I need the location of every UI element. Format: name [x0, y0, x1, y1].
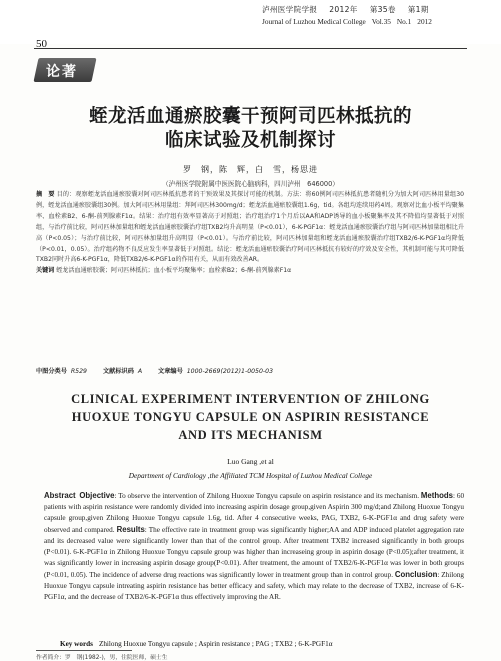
section-badge: 论著: [46, 64, 78, 80]
title-cn-line2: 临床试验及机制探讨: [164, 130, 336, 151]
title-en-line3: AND ITS MECHANISM: [178, 428, 323, 442]
clc-label: 中图分类号: [36, 368, 67, 375]
header-rule: [34, 48, 467, 49]
abstract-en: Abstract Objective: To observe the intervention of Zhilong Huoxue Tongyu capsule on aspirin resistance and its mechanism. Methods: 60 patients with aspirin resistance were randomly divided into increasing aspirin dosage group,given Aspirin 300 mg/d;and Zhilong Huoxue Tongyu capsule group,given Zhilong Huoxue Tongyu capsule 1.6g, tid. After 4 consecutive weeks, PAG, TXB2, 6-K-PGF1α and drug safety were observed and compared. Results: The effective rate in treatment group was significantly higher;AA and ADP induced platelet aggregation rate and its decreased value were significantly lower than that of the control group. After treatment TXB2 increased significantly in both groups (P<0.01). 6-K-PGF1α in Zhilong Huoxue Tongyu capsule group was higher than increaseing group in aspirin dosage (P<0.05);after treatment, it was significantly lower in increasing aspirin dosage group(P<0.01). After treatment, the amount of TXB2/6-K-PGF1α was lower in both groups (P<0.01, 0.05). The incidence of adverse drug reactions was significantly lower in treatment group than in control group. Conclusion: Zhilong Huoxue Tongyu capsule intreating aspirin resistance has better efficacy and safety, which may relate to the decrease of TXB2, increase of 6-K-PGF1α, and the decrease of TXB2/6-K-PGF1α thus effectively improving the AR.: [44, 491, 465, 602]
title-cn-line1: 蛭龙活血通瘀胶囊干预阿司匹林抵抗的: [88, 106, 412, 127]
issue-en: No.1: [396, 17, 412, 26]
affiliation-cn: （泸州医学院附属中医医院心脑病科，四川泸州 646000）: [162, 180, 339, 188]
footnote: 作者简介：罗 钢(1982-)，男，住院医师，硕士生: [36, 655, 168, 661]
keywords-cn-label: 关键词: [36, 267, 55, 275]
authors-cn: 罗 钢，陈 辉，白 雪，杨思进: [183, 165, 318, 174]
page-number: 50: [36, 38, 47, 50]
year-en: 2012: [417, 17, 432, 26]
footnote-rule: [36, 650, 132, 651]
classification-line: [36, 366, 287, 375]
year-cn: 2012年: [329, 5, 358, 14]
abstract-cn: [36, 190, 464, 277]
objective-label: Objective: [79, 491, 115, 500]
conclusion-text: Zhilong Huoxue Tongyu capsule intreating aspirin resistance has better efficacy and safety, which may relate to the decrease of TXB2, increase of 6-K-PGF1α, and the decrease of TXB2/6-K-PGF1α thus effectively improving the AR.: [44, 571, 465, 602]
header-band: [0, 0, 501, 44]
journal-header-en: [262, 17, 438, 26]
article-no-label: 文章编号: [158, 368, 183, 375]
results-text: The effective rate in treatment group was significantly higher;AA and ADP induced platelet aggregation rate and its decreased value were significantly lower than that of the control group. After treatment TXB2 increased significantly in both groups (P<0.01). 6-K-PGF1α in Zhilong Huoxue Tongyu capsule group was higher than increaseing group in aspirin dosage (P<0.05);after treatment, it was significantly lower in increasing aspirin dosage group(P<0.01). After treatment, the amount of TXB2/6-K-PGF1α was lower in both groups (P<0.01, 0.05). The incidence of adverse drug reactions was significantly lower in treatment group than in control group.: [44, 526, 465, 580]
journal-name-cn: 泸州医学院学报: [262, 5, 318, 14]
volume-en: Vol.35: [371, 17, 391, 26]
abstract-cn-body: 目的：观察蛭龙活血通瘀胶囊对阿司匹林抵抗患者的干预效果及其探讨可能的机制。方法：将60例阿司匹林抵抗患者随机分为加大阿司匹林用量组30例，蛭龙活血通瘀胶囊组30例。加大阿司匹林用量组：拜阿司匹林300mg/d；蛭龙活血通瘀胶囊组1.6g，tid。各组均连续用药4周。观察对比血小板平均聚集率、血栓素B2、6-酮-前列腺素F1α。结果：治疗组有效率显著高于对照组；治疗组治疗1个月后以AA和ADP诱导的血小板聚集率及其不降值均显著低于对照组，与治疗前比较，阿司匹林加量组和蛭龙活血通瘀胶囊治疗组TXB2均升高明显（P<0.01），6-K-PGF1α：蛭龙活血通瘀胶囊治疗组与阿司匹林加量组相比升高（P<0.05）；与治疗前比较，阿司匹林加量组升高明显（P<0.01）。与治疗前比较，阿司匹林加量组和蛭龙活血通瘀胶囊治疗组TXB2/6-K-PGF1α均降低（P<0.01，0.05）。治疗组药物不良反应发生率显著低于对照组。结论：蛭龙活血通瘀胶囊治疗阿司匹林抵抗有较好的疗效及安全性，其机制可能与其可降低TXB2同时升高6-K-PGF1α，降低TXB2/6-K-PGF1α的作用有关，从而有效改善AR。: [36, 191, 464, 264]
issue-cn: 第1期: [407, 5, 429, 14]
abstract-en-label: Abstract: [44, 491, 76, 500]
doc-code-label: 文献标识码: [102, 368, 134, 375]
title-en-line2: HUOXUE TONGYU CAPSULE ON ASPIRIN RESISTANCE: [71, 410, 430, 424]
keywords-cn-body: 蛭龙活血通瘀胶囊；阿司匹林抵抗；血小板平均聚集率；血栓素B2；6-酮-前列腺素F1α: [56, 267, 292, 275]
authors-en: Luo Gang ,et al: [227, 457, 274, 466]
keywords-en: [60, 640, 332, 648]
volume-cn: 第35卷: [369, 5, 396, 14]
abstract-cn-label: 摘 要: [36, 191, 55, 198]
title-en-line1: CLINICAL EXPERIMENT INTERVENTION OF ZHILONG: [71, 392, 430, 406]
results-label: Results: [116, 525, 145, 535]
affiliation-en: Department of Cardiology ,the Affiliated TCM Hospital of Luzhou Medical College: [128, 471, 373, 480]
journal-header-cn: [262, 4, 441, 15]
clc-value: R529: [70, 368, 87, 375]
keywords-en-label: Key words: [60, 640, 93, 648]
conclusion-label: Conclusion: [394, 570, 438, 580]
journal-name-en: Journal of Luzhou Medical College: [262, 17, 366, 26]
methods-label: Methods: [420, 491, 453, 500]
doc-code-value: A: [137, 368, 143, 375]
article-no-value: 1000-2669(2012)1-0050-03: [186, 368, 274, 375]
objective-text: To observe the intervention of Zhilong Huoxue Tongyu capsule on aspirin resistance and its mechanism.: [118, 492, 420, 500]
keywords-en-body: Zhilong Huoxue Tongyu capsule ; Aspirin resistance ; PAG ; TXB2 ; 6-K-PGF1α: [98, 640, 333, 648]
methods-text: 60 patients with aspirin resistance were randomly divided into increasing aspirin dosage group,given Aspirin 300 mg/d;and Zhilong Huoxue Tongyu capsule group,given Zhilong Huoxue Tongyu capsule 1.6g, tid. After 4 consecutive weeks, PAG, TXB2, 6-K-PGF1α and drug safety were observed and compared.: [44, 492, 465, 535]
